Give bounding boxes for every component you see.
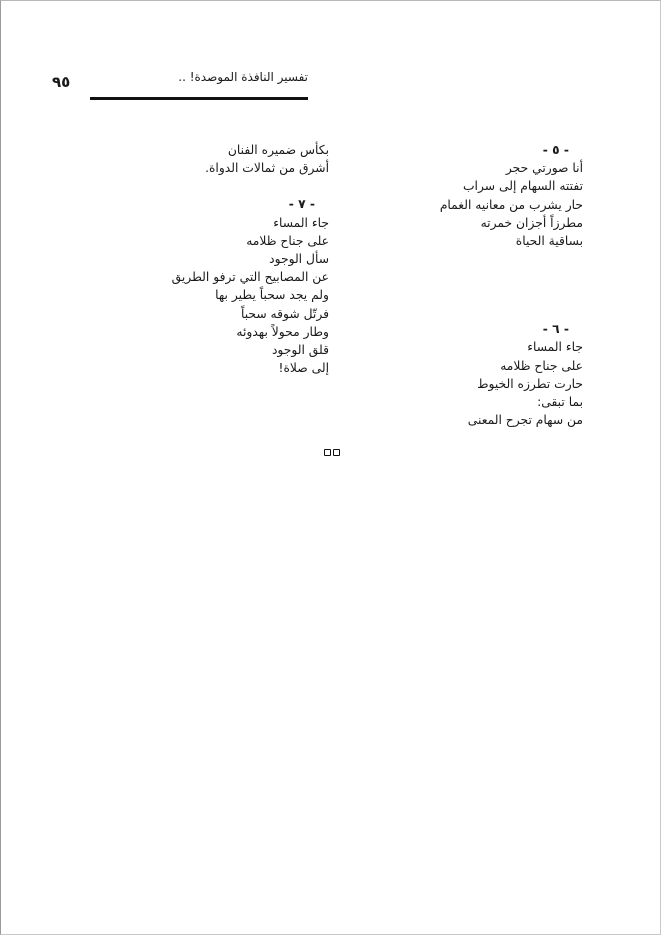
- left-column: [172, 141, 329, 377]
- poem-line: حارت تطرزه الخيوط: [477, 376, 583, 391]
- poem-line: تفتته السهام إلى سراب: [462, 179, 583, 194]
- poem-line: حار يشرب من معانيه الغمام: [439, 197, 583, 212]
- poem-line: جاء المساء: [273, 215, 329, 230]
- poem-line: على جناح ظلامه: [246, 233, 329, 248]
- page-number: ٩٥: [52, 73, 71, 91]
- poem-section-5: [440, 141, 583, 250]
- poem-line: جاء المساء: [527, 340, 583, 355]
- poem-section-7: [172, 195, 329, 377]
- poem-line: فرتّل شوقه سحباً: [240, 306, 329, 321]
- section-number-5: - ٥ -: [542, 143, 569, 157]
- poem-line: سأل الوجود: [269, 251, 329, 266]
- poem-line: وطار محولاً بهدوئه: [236, 324, 329, 339]
- poem-line: بساقية الحياة: [515, 233, 583, 248]
- poem-section-6: [440, 320, 583, 429]
- header-rule: [90, 97, 308, 100]
- poem-line: ولم يجد سحباً يطير بها: [215, 288, 329, 303]
- right-column: [440, 141, 583, 429]
- poem-line: على جناح ظلامه: [500, 358, 583, 373]
- section-number-6: - ٦ -: [542, 322, 569, 337]
- poem-line: بما تبقى:: [537, 394, 583, 409]
- end-of-text-marks: [324, 449, 340, 456]
- poem-line: مطرزاً أجزان خمرته: [480, 215, 583, 230]
- poem-continuation: [172, 141, 329, 177]
- section-number-7: - ٧ -: [288, 197, 315, 212]
- poem-line: قلق الوجود: [271, 342, 329, 357]
- running-header-title: تفسير النافذة الموصدة! ..: [178, 70, 308, 84]
- poem-line: إلى صلاة!: [278, 361, 329, 376]
- poem-line: بكأس ضميره الفنان: [227, 143, 329, 157]
- poem-line: أشرق من ثمالات الدواة.: [205, 161, 329, 176]
- square-icon: [333, 449, 340, 456]
- poem-line: من سهام تجرح المعنى: [467, 413, 583, 428]
- poem-line: أنا صورتي حجر: [505, 161, 583, 176]
- square-icon: [324, 449, 331, 456]
- poem-line: عن المصابيح التي ترفو الطريق: [171, 270, 329, 285]
